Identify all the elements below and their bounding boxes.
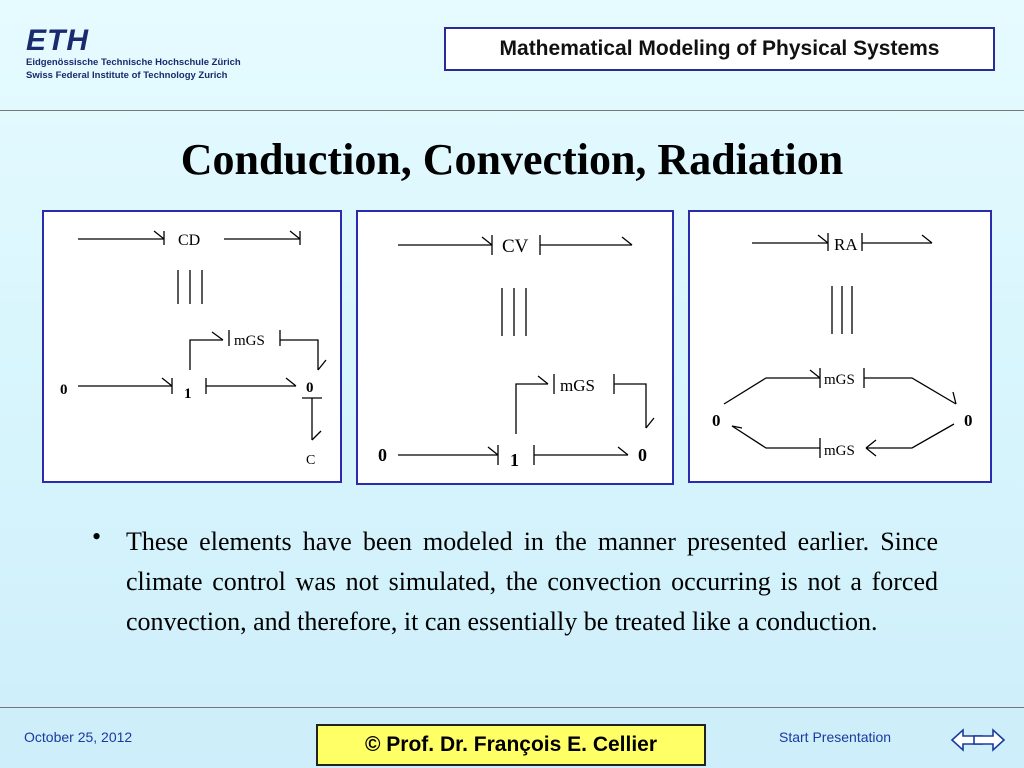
course-title: Mathematical Modeling of Physical Systems [499, 37, 940, 60]
nav-arrows [950, 727, 1006, 753]
eth-logo-mark: ETH [26, 24, 89, 57]
eth-logo-line2: Swiss Federal Institute of Technology Zurich [26, 70, 228, 81]
eth-logo-line1: Eidgenössische Technische Hochschule Zürich [26, 57, 241, 68]
cv-junction-1: 1 [510, 450, 519, 470]
cv-junction-0-right: 0 [638, 445, 647, 465]
cv-0-to-1-bond [398, 445, 498, 465]
cv-output-bond [540, 235, 632, 255]
cd-equivalence-symbol [178, 270, 202, 304]
cd-junction-0-right: 0 [306, 380, 314, 396]
copyright-text: © Prof. Dr. François E. Cellier [364, 733, 658, 756]
ra-output-bond [862, 233, 932, 251]
cv-1-to-0-bond [534, 445, 628, 465]
cv-1-to-mgs-bond [516, 374, 554, 434]
eth-logo [26, 26, 241, 82]
copyright-box [316, 724, 706, 766]
cd-0-to-1-bond [78, 378, 172, 394]
cv-mgs-to-0-bond [614, 374, 654, 428]
conduction-diagram-panel [42, 210, 342, 483]
radiation-bond-graph [690, 212, 990, 481]
course-title-box [444, 27, 995, 71]
cd-1-to-mgs-bond [190, 330, 229, 370]
ra-junction-0-right: 0 [964, 411, 973, 430]
ra-top-left-bond [724, 368, 820, 404]
cd-0-to-c-bond [302, 398, 322, 440]
ra-element-label: RA [834, 235, 858, 254]
cv-input-bond [398, 235, 492, 255]
bullet-text: These elements have been modeled in the manner presented earlier. Since climate control was not simulated, the convection occurring is not a forced convection, and therefore, it can essentially be treated like a conduction. [126, 527, 938, 636]
cd-1-to-0-bond [206, 378, 296, 394]
footer-date: October 25, 2012 [24, 729, 133, 745]
cd-output-bond [224, 231, 300, 245]
header-divider [0, 110, 1024, 111]
cv-element-label: CV [502, 236, 529, 257]
convection-bond-graph [358, 212, 672, 483]
cd-junction-0-left: 0 [60, 382, 68, 398]
cv-equivalence-symbol [502, 288, 526, 336]
cd-junction-1: 1 [184, 386, 192, 402]
ra-bottom-left-bond [732, 426, 820, 458]
ra-mgs-bottom-label: mGS [824, 443, 855, 459]
ra-input-bond [752, 233, 828, 251]
cd-mgs-to-0-bond [280, 330, 326, 370]
forward-arrow-icon[interactable] [972, 727, 1006, 753]
cd-capacitor-label: C [306, 453, 316, 468]
cd-mgs-label: mGS [234, 333, 265, 349]
cd-input-bond [78, 231, 164, 245]
ra-bottom-right-bond [866, 424, 954, 456]
cd-element-label: CD [178, 232, 201, 249]
ra-equivalence-symbol [832, 286, 852, 334]
convection-diagram-panel [356, 210, 674, 485]
start-presentation-link[interactable]: Start Presentation [779, 729, 892, 745]
ra-mgs-top-label: mGS [824, 372, 855, 388]
conduction-bond-graph [44, 212, 340, 481]
radiation-diagram-panel [688, 210, 992, 483]
cv-junction-0-left: 0 [378, 445, 387, 465]
ra-top-right-bond [864, 368, 956, 404]
footer-divider [0, 707, 1024, 708]
cv-mgs-label: mGS [560, 376, 595, 395]
slide-title: Conduction, Convection, Radiation [180, 135, 844, 184]
bullet-point: • [92, 522, 102, 551]
ra-junction-0-left: 0 [712, 411, 721, 430]
